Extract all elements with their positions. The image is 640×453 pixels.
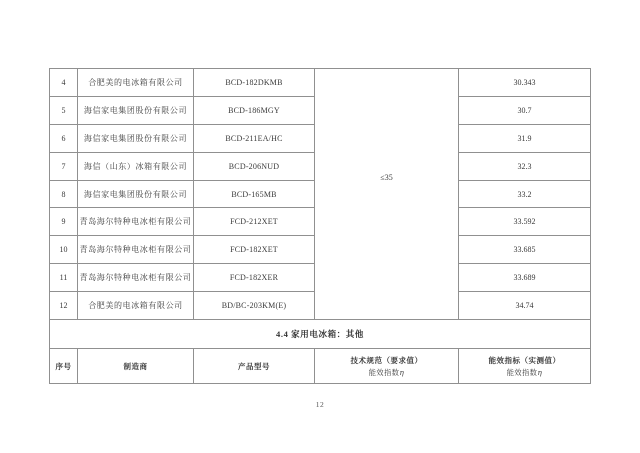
cell-measured-value: 33.685 (459, 236, 591, 264)
header-product-model: 产品型号 (194, 349, 315, 384)
cell-manufacturer: 青岛海尔特种电冰柜有限公司 (78, 208, 194, 236)
eta-symbol: η (399, 367, 405, 377)
header-measured-title: 能效指标（实测值） (488, 355, 561, 365)
cell-product-model: FCD-182XER (194, 264, 315, 292)
cell-serial-number: 7 (50, 152, 78, 180)
cell-serial-number: 9 (50, 208, 78, 236)
cell-product-model: BCD-206NUD (194, 152, 315, 180)
header-spec (315, 349, 459, 384)
cell-manufacturer: 海信（山东）冰箱有限公司 (78, 152, 194, 180)
header-spec-title: 技术规范（要求值） (350, 355, 423, 365)
section-title-row (50, 320, 591, 349)
cell-measured-value: 34.74 (459, 292, 591, 320)
header-measured (459, 349, 591, 384)
cell-serial-number: 12 (50, 292, 78, 320)
cell-measured-value: 30.7 (459, 96, 591, 124)
cell-measured-value: 30.343 (459, 69, 591, 97)
cell-measured-value: 32.3 (459, 152, 591, 180)
header-serial-number: 序号 (50, 349, 78, 384)
page-number: 12 (315, 400, 325, 409)
cell-measured-value: 33.2 (459, 180, 591, 208)
header-measured-subtitle: 能效指数η (506, 367, 543, 377)
cell-serial-number: 11 (50, 264, 78, 292)
cell-serial-number: 6 (50, 124, 78, 152)
cell-serial-number: 8 (50, 180, 78, 208)
header-manufacturer: 制造商 (78, 349, 194, 384)
cell-manufacturer: 青岛海尔特种电冰柜有限公司 (78, 236, 194, 264)
cell-product-model: BCD-186MGY (194, 96, 315, 124)
cell-manufacturer: 合肥美的电冰箱有限公司 (78, 292, 194, 320)
cell-serial-number: 4 (50, 69, 78, 97)
energy-efficiency-table (49, 68, 591, 384)
cell-serial-number: 5 (50, 96, 78, 124)
cell-manufacturer: 海信家电集团股份有限公司 (78, 124, 194, 152)
cell-spec-requirement (315, 69, 459, 320)
header-spec-subtitle: 能效指数η (368, 367, 405, 377)
section-title: 4.4 家用电冰箱：其他 (50, 320, 591, 349)
cell-product-model: FCD-182XET (194, 236, 315, 264)
cell-serial-number: 10 (50, 236, 78, 264)
cell-product-model: FCD-212XET (194, 208, 315, 236)
cell-measured-value: 33.592 (459, 208, 591, 236)
eta-symbol: η (537, 367, 543, 377)
table-header-row (50, 349, 591, 384)
table-row (50, 69, 591, 97)
cell-product-model: BCD-165MB (194, 180, 315, 208)
cell-measured-value: 31.9 (459, 124, 591, 152)
cell-product-model: BD/BC-203KM(E) (194, 292, 315, 320)
cell-manufacturer: 合肥美的电冰箱有限公司 (78, 69, 194, 97)
cell-product-model: BCD-182DKMB (194, 69, 315, 97)
cell-manufacturer: 海信家电集团股份有限公司 (78, 96, 194, 124)
cell-product-model: BCD-211EA/HC (194, 124, 315, 152)
cell-measured-value: 33.689 (459, 264, 591, 292)
cell-manufacturer: 青岛海尔特种电冰柜有限公司 (78, 264, 194, 292)
cell-manufacturer: 海信家电集团股份有限公司 (78, 180, 194, 208)
spec-requirement-value: ≤35 (380, 172, 393, 182)
